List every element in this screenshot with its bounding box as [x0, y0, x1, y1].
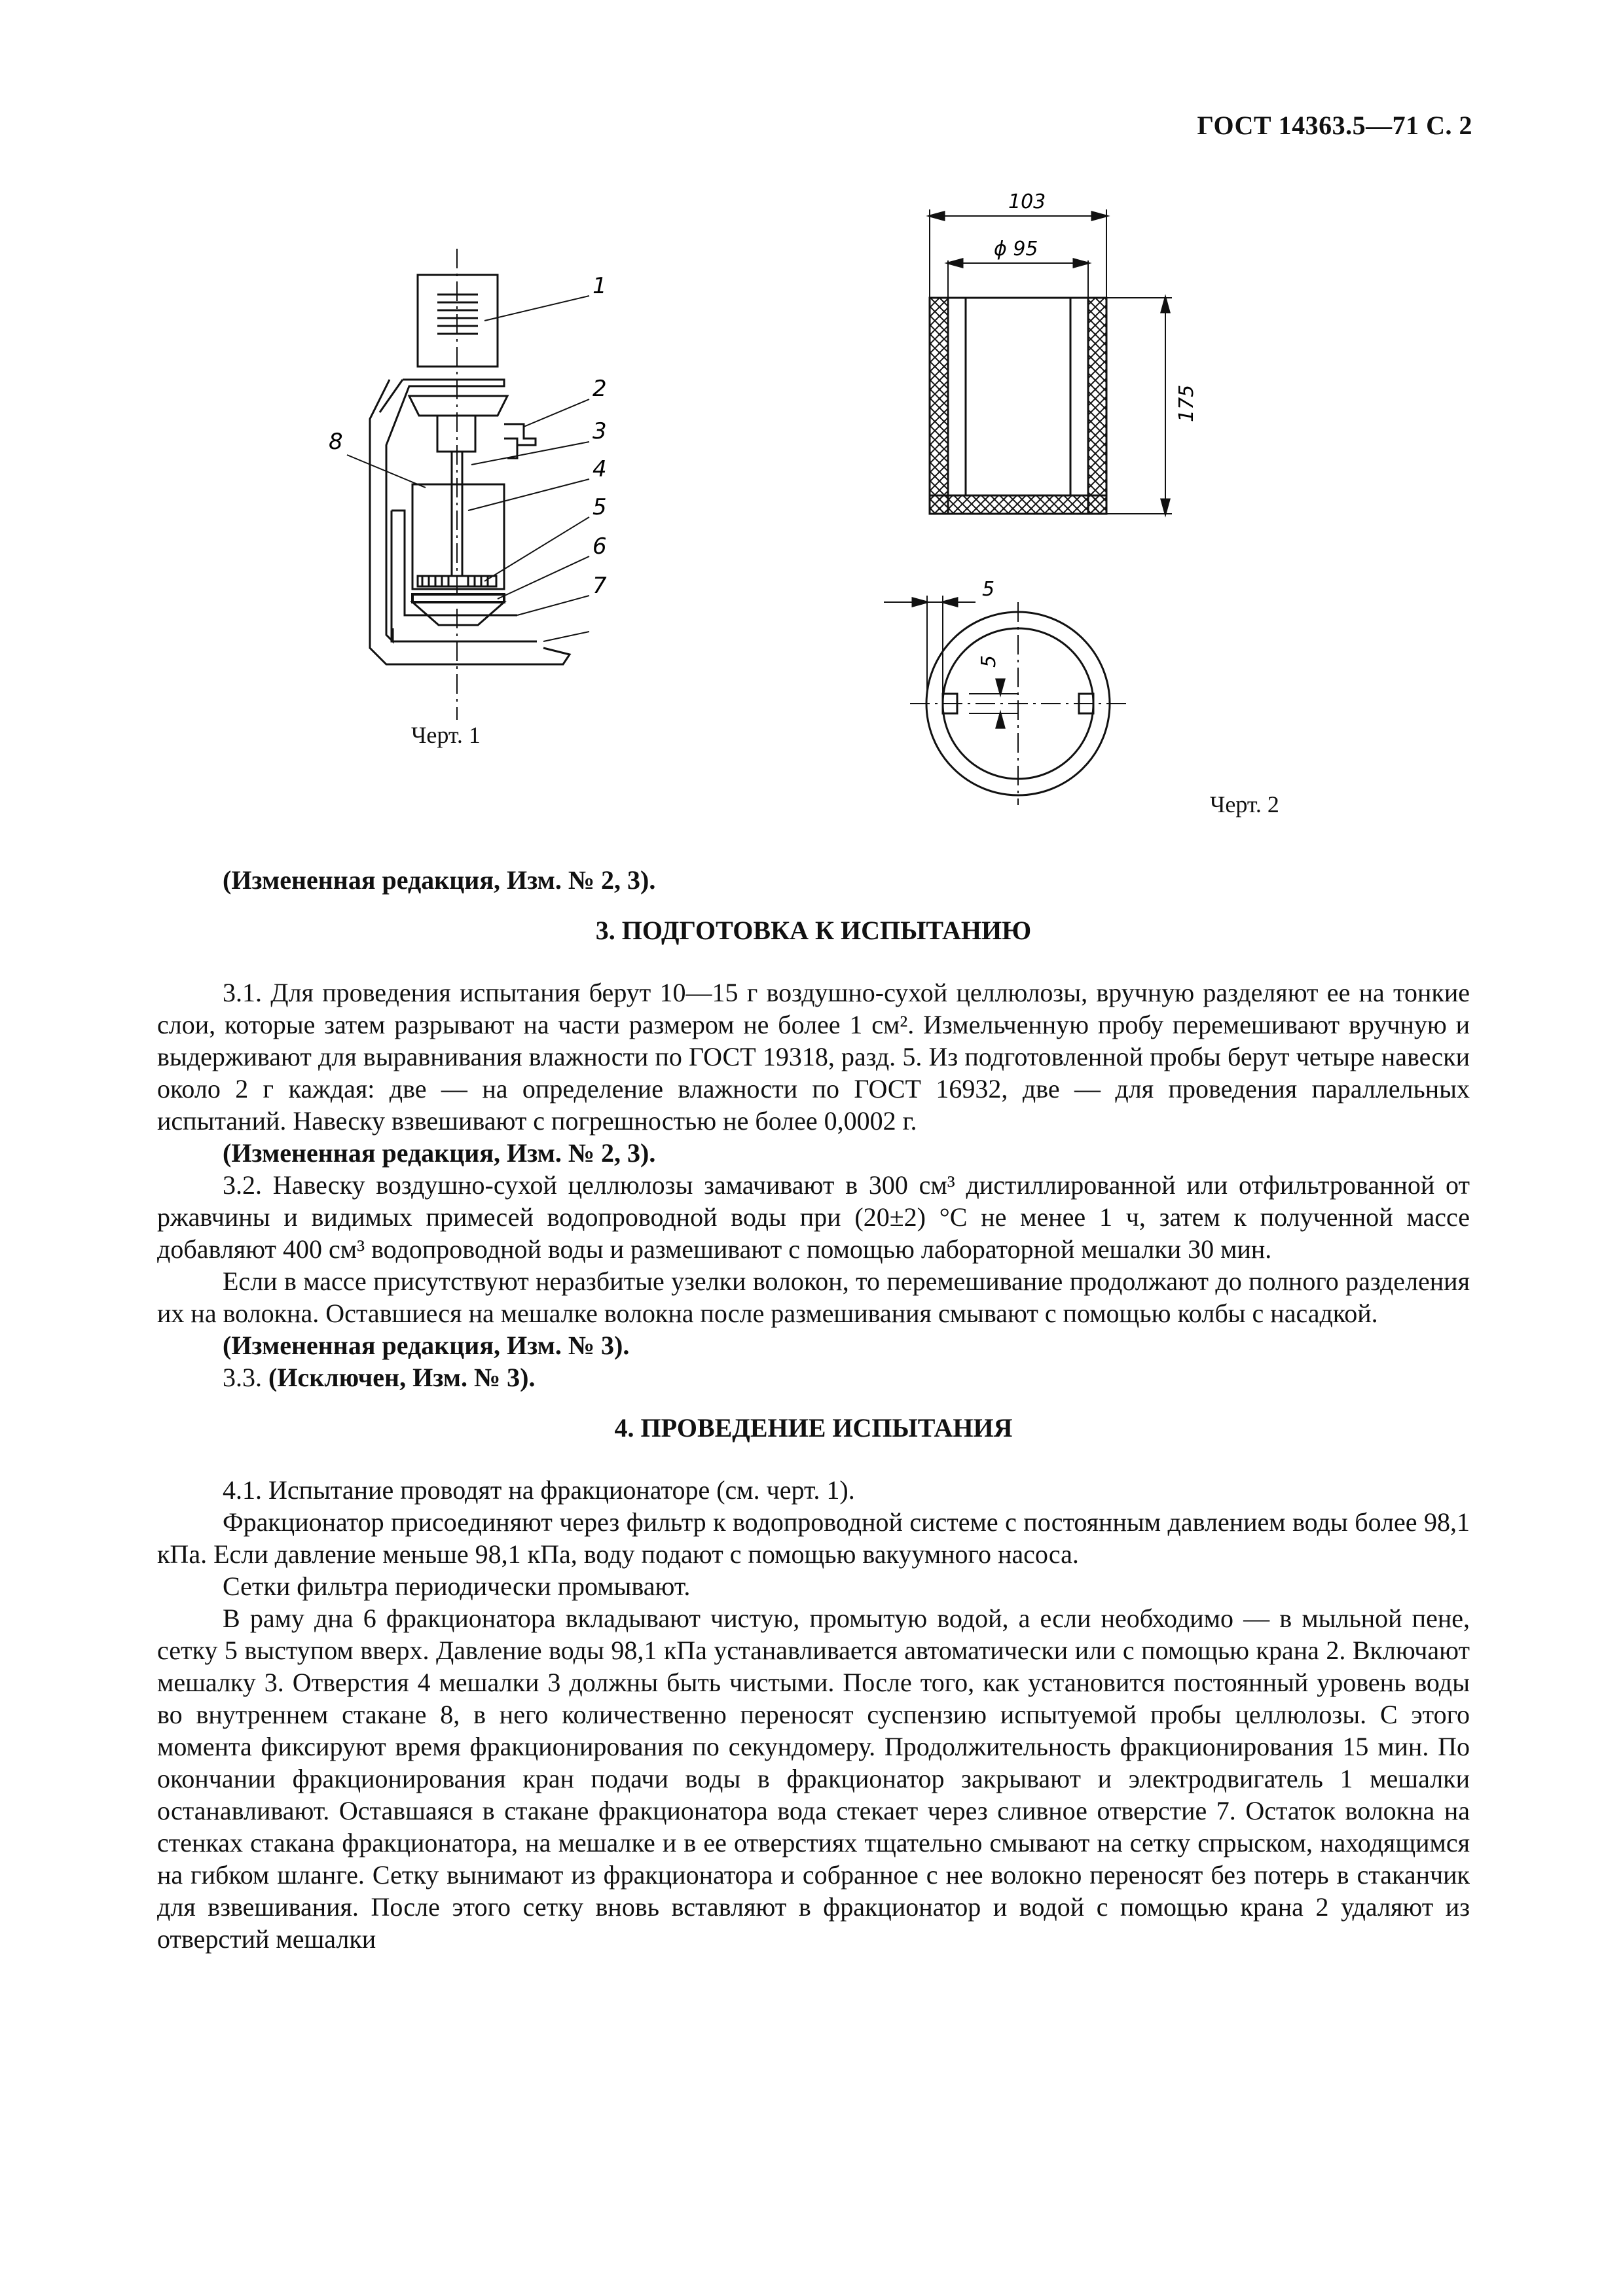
figure-2-vessel-drawing: [871, 183, 1237, 812]
dim-height: 175: [1175, 384, 1198, 422]
paragraph-4-1: 4.1. Испытание проводят на фракционаторе (см. черт. 1).: [223, 1475, 855, 1505]
paragraph-3-3: [157, 1361, 1470, 1393]
callout-1: 1: [593, 273, 607, 299]
section-3-title: 3. ПОДГОТОВКА К ИСПЫТАНИЮ: [595, 916, 1032, 945]
edit-note: (Измененная редакция, Изм. № 3).: [223, 1331, 630, 1360]
dim-outer-width: 103: [1008, 190, 1046, 213]
paragraph-3-3-text: (Исключен, Изм. № 3).: [268, 1363, 536, 1392]
figure-1-caption: Черт. 1: [411, 722, 481, 748]
dim-slot-width: 5: [982, 578, 995, 601]
page-header: ГОСТ 14363.5—71 С. 2: [1197, 111, 1472, 140]
callout-6: 6: [593, 533, 607, 560]
callout-3: 3: [593, 418, 607, 444]
paragraph-3-3-number: 3.3.: [223, 1363, 262, 1392]
paragraph-4-1d: В раму дна 6 фракционатора вкладывают чистую, промытую водой, а если необходимо — в мыльной пене, сетку 5 выступом вверх. Давление воды 98,1 кПа устанавливается автоматически или с помощью крана 2. Включают мешалку 3. Отверстия 4 мешалки 3 должны быть чистыми. После того, как установится постоянный уровень воды во внутреннем стакане 8, в него количественно переносят суспензию испытуемой пробы целлюлозы. С этого момента фиксируют время фракционирования по секундомеру. Продолжительность фракционирования 15 мин. По окончании фракционирования кран подачи воды в фракционатор закрывают и электродвигатель 1 мешалки останавливают. Оставшаяся в стакане фракционатора вода стекает через сливное отверстие 7. Остаток волокна на стенках стакана фракционатора, на мешалке и в ее отверстиях тщательно смывают на сетку спрыском, находящимся на гибком шланге. Сетку вынимают из фракционатора и собранное с нее волокно переносят без потерь в стаканчик для взвешивания. После этого сетку вновь вставляют в фракционатор и водой с помощью крана 2 удаляют из отверстий мешалки: [157, 1604, 1470, 1954]
callout-8: 8: [329, 429, 343, 455]
paragraph-3-2: 3.2. Навеску воздушно-сухой целлюлозы замачивают в 300 см³ дистиллированной или отфильтрованной от ржавчины и видимых примесей водопроводной воды при (20±2) °С не менее 1 ч, затем к полученной массе добавляют 400 см³ водопроводной воды и размешивают с помощью лабораторной мешалки 30 мин.: [157, 1170, 1470, 1264]
paragraph-3-1: 3.1. Для проведения испытания берут 10—15 г воздушно-сухой целлюлозы, вручную разделяют ее на тонкие слои, которые затем разрывают на части размером не более 1 см². Измельченную пробу перемешивают вручную и выдерживают для выравнивания влажности по ГОСТ 19318, разд. 5. Из подготовленной пробы берут четыре навески около 2 г каждая: две — на определение влажности по ГОСТ 16932, две — для проведения параллельных испытаний. Навеску взвешивают с погрешностью не более 0,0002 г.: [157, 978, 1470, 1136]
dim-inner-diameter: ϕ 95: [994, 238, 1038, 260]
edit-note: (Измененная редакция, Изм. № 2, 3).: [223, 1138, 656, 1168]
document-body: [157, 864, 1470, 1955]
callout-7: 7: [593, 573, 607, 599]
paragraph-4-1b: Фракционатор присоединяют через фильтр к водопроводной системе с постоянным давлением воды более 98,1 кПа. Если давление меньше 98,1 кПа, воду подают с помощью вакуумного насоса.: [157, 1507, 1470, 1569]
paragraph-3-2b: Если в массе присутствуют неразбитые узелки волокон, то перемешивание продолжают до полного разделения их на волокна. Оставшиеся на мешалке волокна после размешивания смывают с помощью колбы с насадкой.: [157, 1266, 1470, 1328]
callout-2: 2: [593, 376, 607, 402]
dim-slot-depth: 5: [977, 655, 1000, 668]
edit-note: (Измененная редакция, Изм. № 2, 3).: [223, 865, 656, 895]
callout-4: 4: [593, 456, 607, 482]
callout-5: 5: [593, 494, 607, 520]
paragraph-4-1c: Сетки фильтра периодически промывают.: [223, 1571, 691, 1601]
figure-1-fractionator-drawing: [288, 249, 655, 720]
figure-2-caption: Черт. 2: [1210, 791, 1279, 817]
section-4-title: 4. ПРОВЕДЕНИЕ ИСПЫТАНИЯ: [614, 1413, 1013, 1443]
